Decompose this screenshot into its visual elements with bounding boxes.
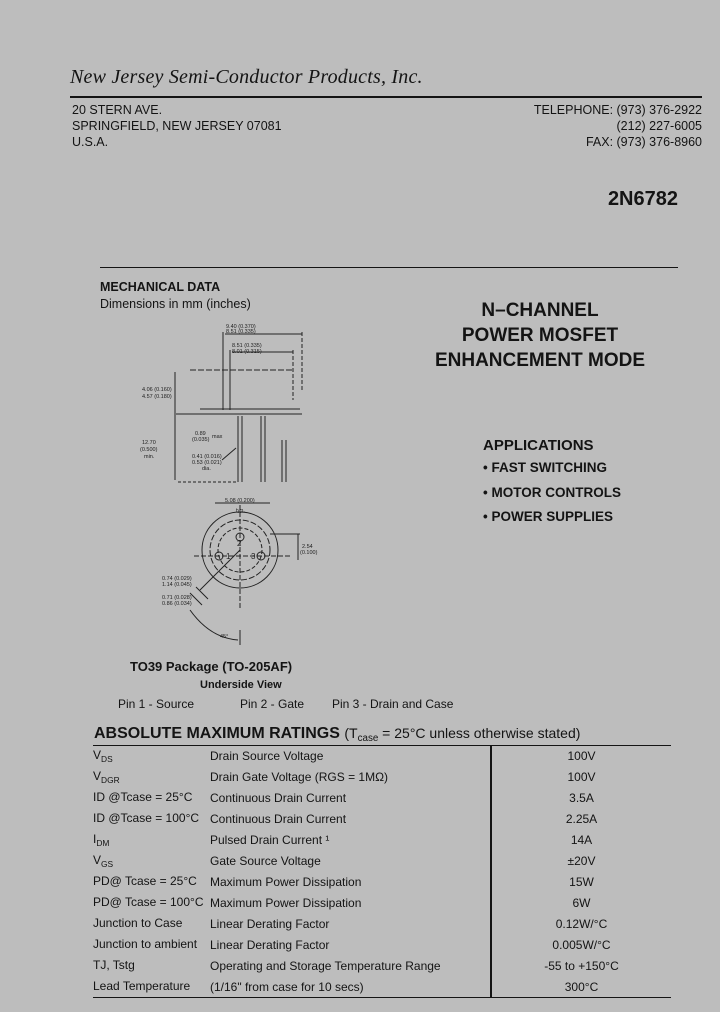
dim-label: 0.89 bbox=[195, 431, 206, 437]
pin-number: 3 bbox=[251, 552, 256, 561]
header-rule bbox=[70, 96, 702, 98]
table-row bbox=[93, 892, 671, 913]
symbol: I bbox=[93, 831, 97, 846]
dim-label: 0.71 (0.028) bbox=[162, 595, 192, 601]
dim-label: (0.035) bbox=[192, 437, 210, 443]
dim-label: 8.01 (0.315) bbox=[232, 349, 262, 355]
value-cell: 100V bbox=[491, 745, 671, 766]
description-cell: Operating and Storage Temperature Range bbox=[210, 958, 441, 973]
symbol-cell bbox=[93, 787, 210, 808]
ratings-condition bbox=[344, 725, 581, 744]
symbol: ID @Tcase bbox=[93, 789, 152, 804]
table-row bbox=[93, 976, 671, 997]
telephone: TELEPHONE: (973) 376-2922 bbox=[533, 103, 702, 117]
symbol-cell bbox=[93, 850, 210, 871]
table-row bbox=[93, 787, 671, 808]
symbol: PD@ Tcase bbox=[93, 894, 157, 909]
device-title bbox=[420, 298, 660, 373]
symbol-cell bbox=[93, 745, 210, 766]
table-row bbox=[93, 934, 671, 955]
symbol-cond: = 25°C bbox=[151, 789, 193, 804]
table-row bbox=[93, 808, 671, 829]
pin-label: Pin 3 - Drain and Case bbox=[332, 697, 454, 711]
symbol: V bbox=[93, 768, 102, 783]
value-cell: -55 to +150°C bbox=[491, 955, 671, 976]
symbol-cond: = 25°C bbox=[156, 873, 197, 888]
company-address bbox=[72, 102, 282, 150]
ratings-heading bbox=[94, 725, 580, 744]
symbol: Junction to ambient bbox=[93, 936, 198, 951]
view-label: Underside View bbox=[200, 679, 282, 691]
company-logo: New Jersey Semi-Conductor Products, Inc. bbox=[70, 66, 423, 88]
dim-label: 0.41 (0.016) bbox=[192, 454, 222, 460]
address-line: SPRINGFIELD, NEW JERSEY 07081 bbox=[72, 119, 282, 133]
symbol: V bbox=[93, 747, 102, 762]
part-number: 2N6782 bbox=[607, 188, 678, 210]
ratings-title: ABSOLUTE MAXIMUM RATINGS bbox=[94, 725, 340, 742]
mechanical-heading: MECHANICAL DATA bbox=[100, 280, 221, 294]
symbol-cell bbox=[93, 913, 210, 934]
description-cell: (1/16" from case for 10 secs) bbox=[210, 979, 364, 994]
value-cell: 0.12W/°C bbox=[491, 913, 671, 934]
value-cell: ±20V bbox=[491, 850, 671, 871]
mechanical-data bbox=[100, 279, 251, 313]
symbol-sub: GS bbox=[101, 858, 114, 869]
symbol-sub: DS bbox=[101, 753, 113, 764]
symbol-cell bbox=[93, 976, 210, 997]
description-cell: Gate Source Voltage bbox=[210, 853, 321, 868]
value-cell: 15W bbox=[491, 871, 671, 892]
contact-phones bbox=[534, 102, 702, 150]
symbol-cond: = 100°C bbox=[156, 894, 204, 909]
symbol-sub: DM bbox=[96, 837, 110, 848]
dim-label: 8.51 (0.335) bbox=[226, 329, 256, 335]
description-cell: Linear Derating Factor bbox=[210, 937, 330, 952]
dim-label: 0.86 (0.034) bbox=[162, 601, 192, 607]
dim-label: max bbox=[212, 434, 223, 440]
application-item: • MOTOR CONTROLS bbox=[483, 484, 621, 500]
description-cell: Maximum Power Dissipation bbox=[210, 874, 362, 889]
symbol-cond: = 100°C bbox=[151, 810, 200, 825]
telephone-alt: (212) 227-6005 bbox=[616, 119, 702, 133]
symbol-cell bbox=[93, 766, 210, 787]
table-row bbox=[93, 829, 671, 850]
dim-label: 2.54 bbox=[302, 544, 313, 550]
package-name: TO39 Package (TO-205AF) bbox=[130, 659, 293, 674]
description-cell: Pulsed Drain Current ¹ bbox=[210, 832, 330, 847]
pin-number: 1 bbox=[226, 552, 231, 561]
pin-label: Pin 1 - Source bbox=[118, 697, 195, 711]
value-cell: 2.25A bbox=[491, 808, 671, 829]
table-row bbox=[93, 850, 671, 871]
pin-number: 2 bbox=[237, 539, 242, 548]
title-line: ENHANCEMENT MODE bbox=[434, 350, 646, 371]
applications bbox=[483, 437, 621, 534]
value-cell: 0.005W/°C bbox=[491, 934, 671, 955]
description-cell: Linear Derating Factor bbox=[210, 916, 330, 931]
package-drawing bbox=[130, 320, 370, 670]
dim-label: (0.500) bbox=[140, 447, 158, 453]
value-cell: 14A bbox=[491, 829, 671, 850]
dim-label: 8.51 (0.335) bbox=[232, 343, 262, 349]
cond-pre: (T bbox=[344, 725, 358, 741]
pin-label: Pin 2 - Gate bbox=[240, 697, 305, 711]
table-bottom-rule bbox=[93, 997, 671, 998]
table-row bbox=[93, 955, 671, 976]
symbol-cell bbox=[93, 871, 210, 892]
symbol: Lead Temperature bbox=[93, 978, 191, 993]
section-rule bbox=[100, 267, 678, 268]
value-cell: 300°C bbox=[491, 976, 671, 997]
dim-label: 0.53 (0.021) bbox=[192, 460, 222, 466]
dim-label: 12.70 bbox=[142, 440, 156, 446]
ratings-table bbox=[93, 745, 671, 997]
symbol-cell bbox=[93, 808, 210, 829]
description-cell: Drain Gate Voltage (RGS = 1MΩ) bbox=[210, 769, 389, 784]
table-row bbox=[93, 871, 671, 892]
value-cell: 100V bbox=[491, 766, 671, 787]
symbol: TJ, Tstg bbox=[93, 957, 135, 972]
application-item: • POWER SUPPLIES bbox=[483, 509, 613, 524]
description-cell: Continuous Drain Current bbox=[210, 790, 347, 805]
symbol-sub: DGR bbox=[101, 774, 120, 785]
symbol-cell bbox=[93, 892, 210, 913]
table-row bbox=[93, 745, 671, 766]
table-row bbox=[93, 766, 671, 787]
symbol-cell bbox=[93, 934, 210, 955]
description-cell: Drain Source Voltage bbox=[210, 748, 324, 763]
dim-label: 5.08 (0.200) bbox=[225, 498, 255, 504]
symbol-cell bbox=[93, 955, 210, 976]
cond-sub: case bbox=[357, 733, 379, 744]
title-line: N–CHANNEL bbox=[481, 300, 599, 321]
mechanical-subheading: Dimensions in mm (inches) bbox=[100, 297, 251, 311]
dim-label: 9.40 (0.370) bbox=[226, 324, 256, 330]
dim-label: dia. bbox=[202, 466, 211, 472]
symbol: PD@ Tcase bbox=[93, 873, 157, 888]
dim-label: typ. bbox=[236, 508, 245, 514]
application-item: • FAST SWITCHING bbox=[483, 460, 607, 475]
dim-label: min. bbox=[144, 454, 155, 460]
symbol: Junction to Case bbox=[93, 915, 183, 930]
value-cell: 3.5A bbox=[491, 787, 671, 808]
symbol: ID @Tcase bbox=[93, 810, 152, 825]
dim-label: 4.57 (0.180) bbox=[142, 394, 172, 400]
fax: FAX: (973) 376-8960 bbox=[585, 135, 702, 149]
description-cell: Continuous Drain Current bbox=[210, 811, 347, 826]
applications-heading: APPLICATIONS bbox=[483, 437, 594, 454]
symbol-cell bbox=[93, 829, 210, 850]
table-row bbox=[93, 913, 671, 934]
dim-label: 0.74 (0.029) bbox=[162, 576, 192, 582]
cond-post: = 25°C unless otherwise stated) bbox=[378, 725, 581, 741]
symbol: V bbox=[93, 852, 102, 867]
value-cell: 6W bbox=[491, 892, 671, 913]
description-cell: Maximum Power Dissipation bbox=[210, 895, 362, 910]
dim-label: 1.14 (0.045) bbox=[162, 582, 192, 588]
dim-label: 4.06 (0.160) bbox=[142, 387, 172, 393]
dim-label: (0.100) bbox=[300, 550, 318, 556]
dim-label: 45° bbox=[220, 634, 229, 640]
address-line: 20 STERN AVE. bbox=[72, 103, 163, 117]
title-line: POWER MOSFET bbox=[461, 325, 619, 346]
address-line: U.S.A. bbox=[72, 135, 109, 149]
